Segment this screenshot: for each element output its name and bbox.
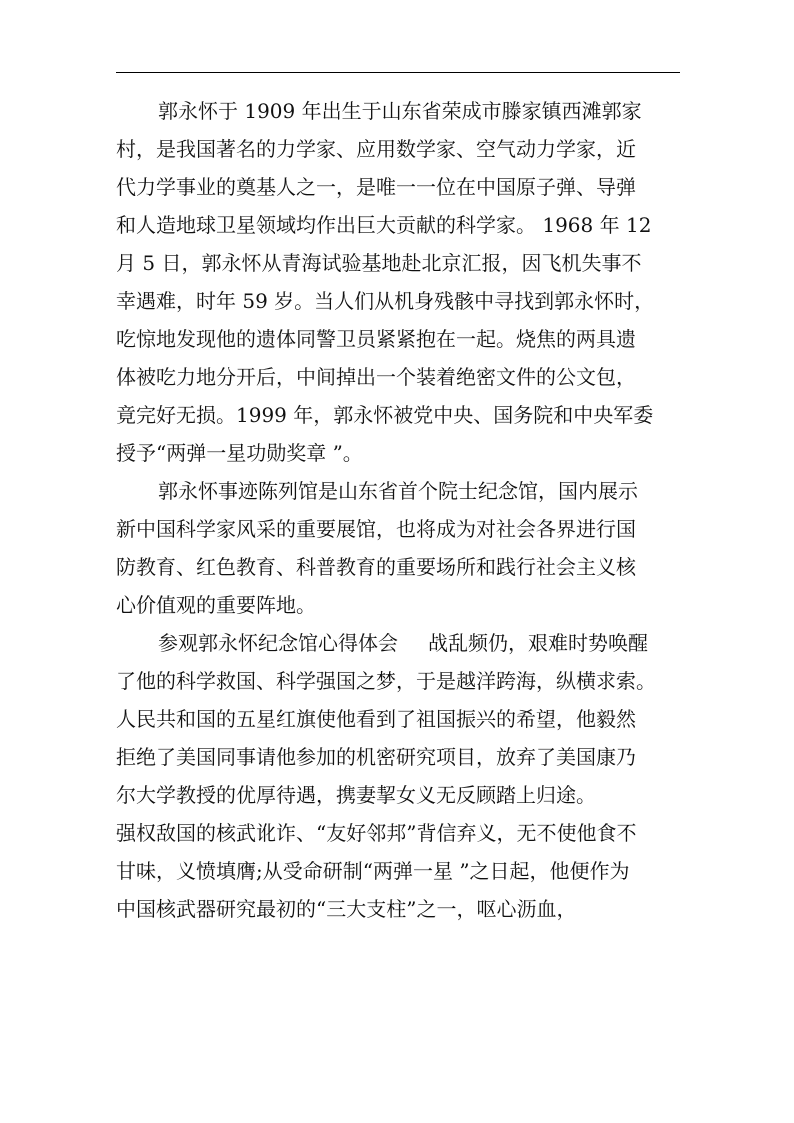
paragraph-line: 新中国科学家风采的重要展馆，也将成为对社会各界进行国 xyxy=(116,517,636,541)
paragraph-line: 人民共和国的五星红旗使他看到了祖国振兴的希望，他毅然 xyxy=(116,707,636,731)
paragraph-line: 月 5 日，郭永怀从青海试验基地赴北京汇报，因飞机失事不 xyxy=(116,251,642,275)
paragraph-line: 吃惊地发现他的遗体同警卫员紧紧抱在一起。烧焦的两具遗 xyxy=(116,327,636,351)
paragraph-3 xyxy=(116,624,684,814)
paragraph-line: 拒绝了美国同事请他参加的机密研究项目，放弃了美国康乃 xyxy=(116,745,636,769)
paragraph-line: 幸遇难，时年 59 岁。当人们从机身残骸中寻找到郭永怀时， xyxy=(116,289,655,313)
paragraph-line: 甘味，义愤填膺;从受命研制“两弹一星 ”之日起，他便作为 xyxy=(116,859,630,883)
paragraph-line: 尔大学教授的优厚待遇，携妻挈女义无反顾踏上归途。 xyxy=(116,783,596,807)
paragraph-line: 郭永怀于 1909 年出生于山东省荣成市滕家镇西滩郭家 xyxy=(158,99,642,123)
document-body xyxy=(116,92,684,928)
paragraph-line: 了他的科学救国、科学强国之梦，于是越洋跨海，纵横求索。 xyxy=(116,669,656,693)
essay-heading: 参观郭永怀纪念馆心得体会 xyxy=(158,631,398,655)
paragraph-2 xyxy=(116,472,684,624)
paragraph-line: 中国核武器研究最初的“三大支柱”之一，呕心沥血， xyxy=(116,897,577,921)
paragraph-line: 和人造地球卫星领域均作出巨大贡献的科学家。 1968 年 12 xyxy=(116,213,652,237)
paragraph-line: 竟完好无损。1999 年，郭永怀被党中央、国务院和中央军委 xyxy=(116,403,654,427)
paragraph-4 xyxy=(116,814,684,928)
paragraph-first-line xyxy=(116,624,684,662)
paragraph-line-rest: 战乱频仍，艰难时势唤醒 xyxy=(428,631,648,655)
header-rule xyxy=(116,72,680,73)
paragraph-line: 强权敌国的核武讹诈、“友好邻邦”背信弃义，无不使他食不 xyxy=(116,821,637,845)
paragraph-line: 村，是我国著名的力学家、应用数学家、空气动力学家，近 xyxy=(116,137,636,161)
paragraph-1 xyxy=(116,92,684,472)
paragraph-line: 体被吃力地分开后，中间掉出一个装着绝密文件的公文包， xyxy=(116,365,636,389)
paragraph-line: 防教育、红色教育、科普教育的重要场所和践行社会主义核 xyxy=(116,555,636,579)
paragraph-line: 心价值观的重要阵地。 xyxy=(116,593,316,617)
paragraph-line: 授予“两弹一星功勋奖章 ”。 xyxy=(116,441,363,465)
paragraph-line: 郭永怀事迹陈列馆是山东省首个院士纪念馆，国内展示 xyxy=(158,479,638,503)
paragraph-line: 代力学事业的奠基人之一，是唯一一位在中国原子弹、导弹 xyxy=(116,175,636,199)
